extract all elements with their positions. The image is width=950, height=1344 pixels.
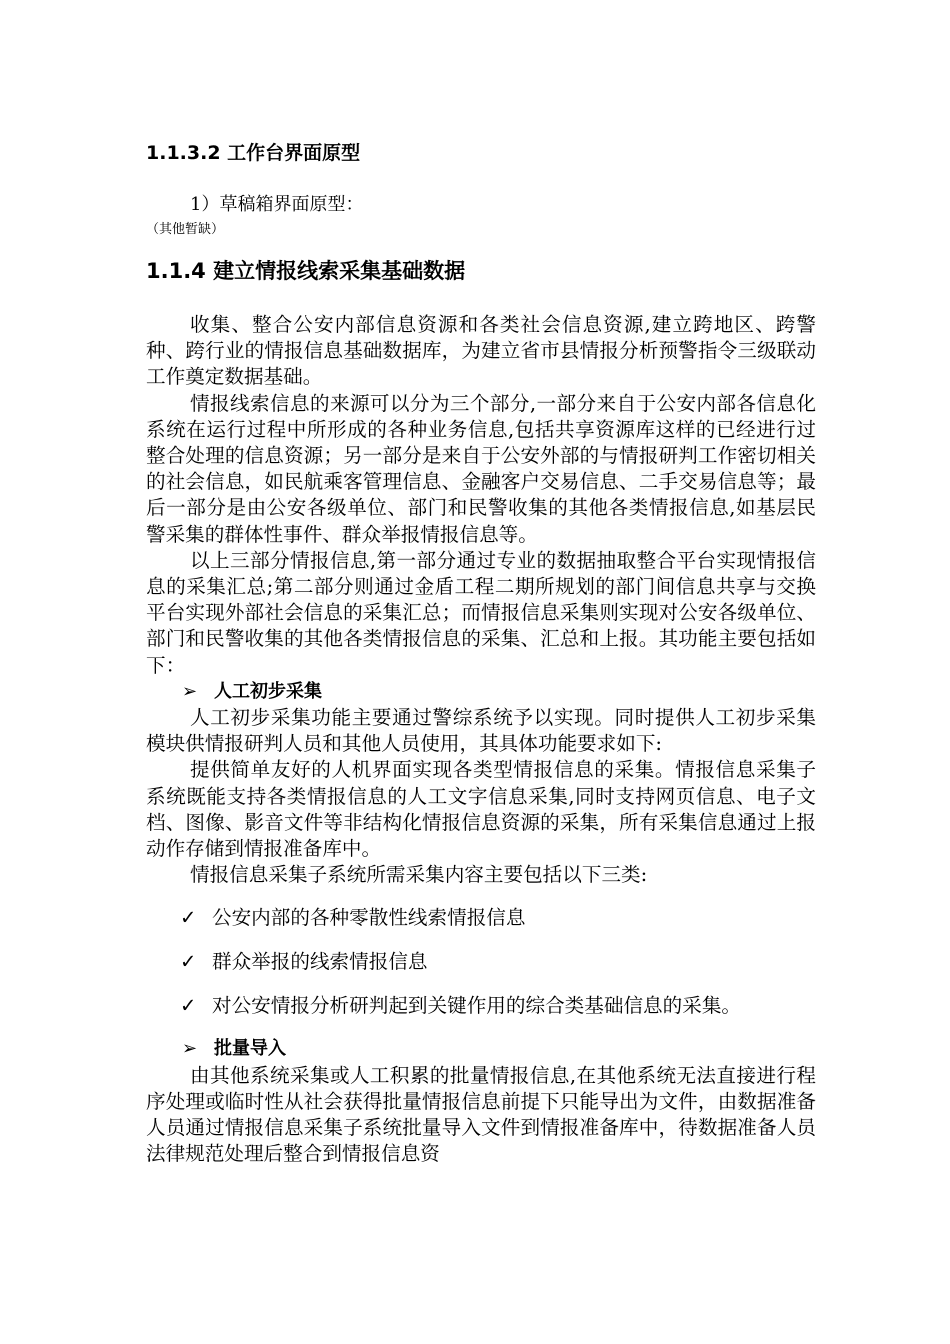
bullet-label: 批量导入 [214,1038,286,1060]
paragraph-3: 以上三部分情报信息,第一部分通过专业的数据抽取整合平台实现情报信息的采集汇总;第二部分则通过金盾工程二期所规划的部门间信息共享与交换平台实现外部社会信息的采集汇总；而情报信息采集则实现对公安各级单位、部门和民警收集的其他各类情报信息的采集、汇总和上报。其功能主要包括如下： [146,548,816,677]
checkmark-icon: ✓ [180,994,197,1018]
check-item-label: 群众举报的线索情报信息 [212,950,428,974]
arrow-bullet-icon: ➢ [182,680,198,702]
section-heading-1132: 1.1.3.2 工作台界面原型 [146,142,361,164]
checkmark-icon: ✓ [180,950,197,974]
arrow-bullet-icon: ➢ [182,1038,198,1060]
paragraph-1: 收集、整合公安内部信息资源和各类社会信息资源,建立跨地区、跨警种、跨行业的情报信息基础数据库，为建立省市县情报分析预警指令三级联动工作奠定数据基础。 [146,313,816,389]
body-text [146,312,816,1167]
check-item [146,984,816,1028]
paragraph-7: 由其他系统采集或人工积累的批量情报信息,在其他系统无法直接进行程序处理或临时性从社会获得批量情报信息前提下只能导出为文件，由数据准备人员通过情报信息采集子系统批量导入文件到情报准备库中，待数据准备人员法律规范处理后整合到情报信息资 [146,1063,816,1166]
check-item [146,896,816,940]
check-item [146,940,816,984]
paragraph-6: 情报信息采集子系统所需采集内容主要包括以下三类: [190,863,648,887]
section-heading-114: 1.1.4 建立情报线索采集基础数据 [146,259,466,283]
checkmark-icon: ✓ [180,906,197,930]
bullet-label: 人工初步采集 [214,680,322,702]
missing-note: （其他暂缺） [146,222,225,237]
check-item-label: 公安内部的各种零散性线索情报信息 [212,906,526,930]
paragraph-4: 人工初步采集功能主要通过警综系统予以实现。同时提供人工初步采集模块供情报研判人员和其他人员使用，其具体功能要求如下: [146,706,816,756]
bullet-batch-import [146,1036,816,1062]
bullet-manual-collection [146,679,816,705]
paragraph-5: 提供简单友好的人机界面实现各类型情报信息的采集。情报信息采集子系统既能支持各类情报信息的人工文字信息采集,同时支持网页信息、电子文档、图像、影音文件等非结构化情报信息资源的采集，所有采集信息通过上报动作存储到情报准备库中。 [146,758,816,861]
check-item-label: 对公安情报分析研判起到关键作用的综合类基础信息的采集。 [212,994,742,1018]
paragraph-2: 情报线索信息的来源可以分为三个部分,一部分来自于公安内部各信息化系统在运行过程中所形成的各种业务信息,包括共享资源库这样的已经进行过整合处理的信息资源；另一部分是来自于公安外部的与情报研判工作密切相关的社会信息，如民航乘客管理信息、金融客户交易信息、二手交易信息等；最后一部分是由公安各级单位、部门和民警收集的其他各类情报信息,如基层民警采集的群体性事件、群众举报情报信息等。 [146,391,816,546]
draft-box-item: 1）草稿箱界面原型： [190,194,364,215]
